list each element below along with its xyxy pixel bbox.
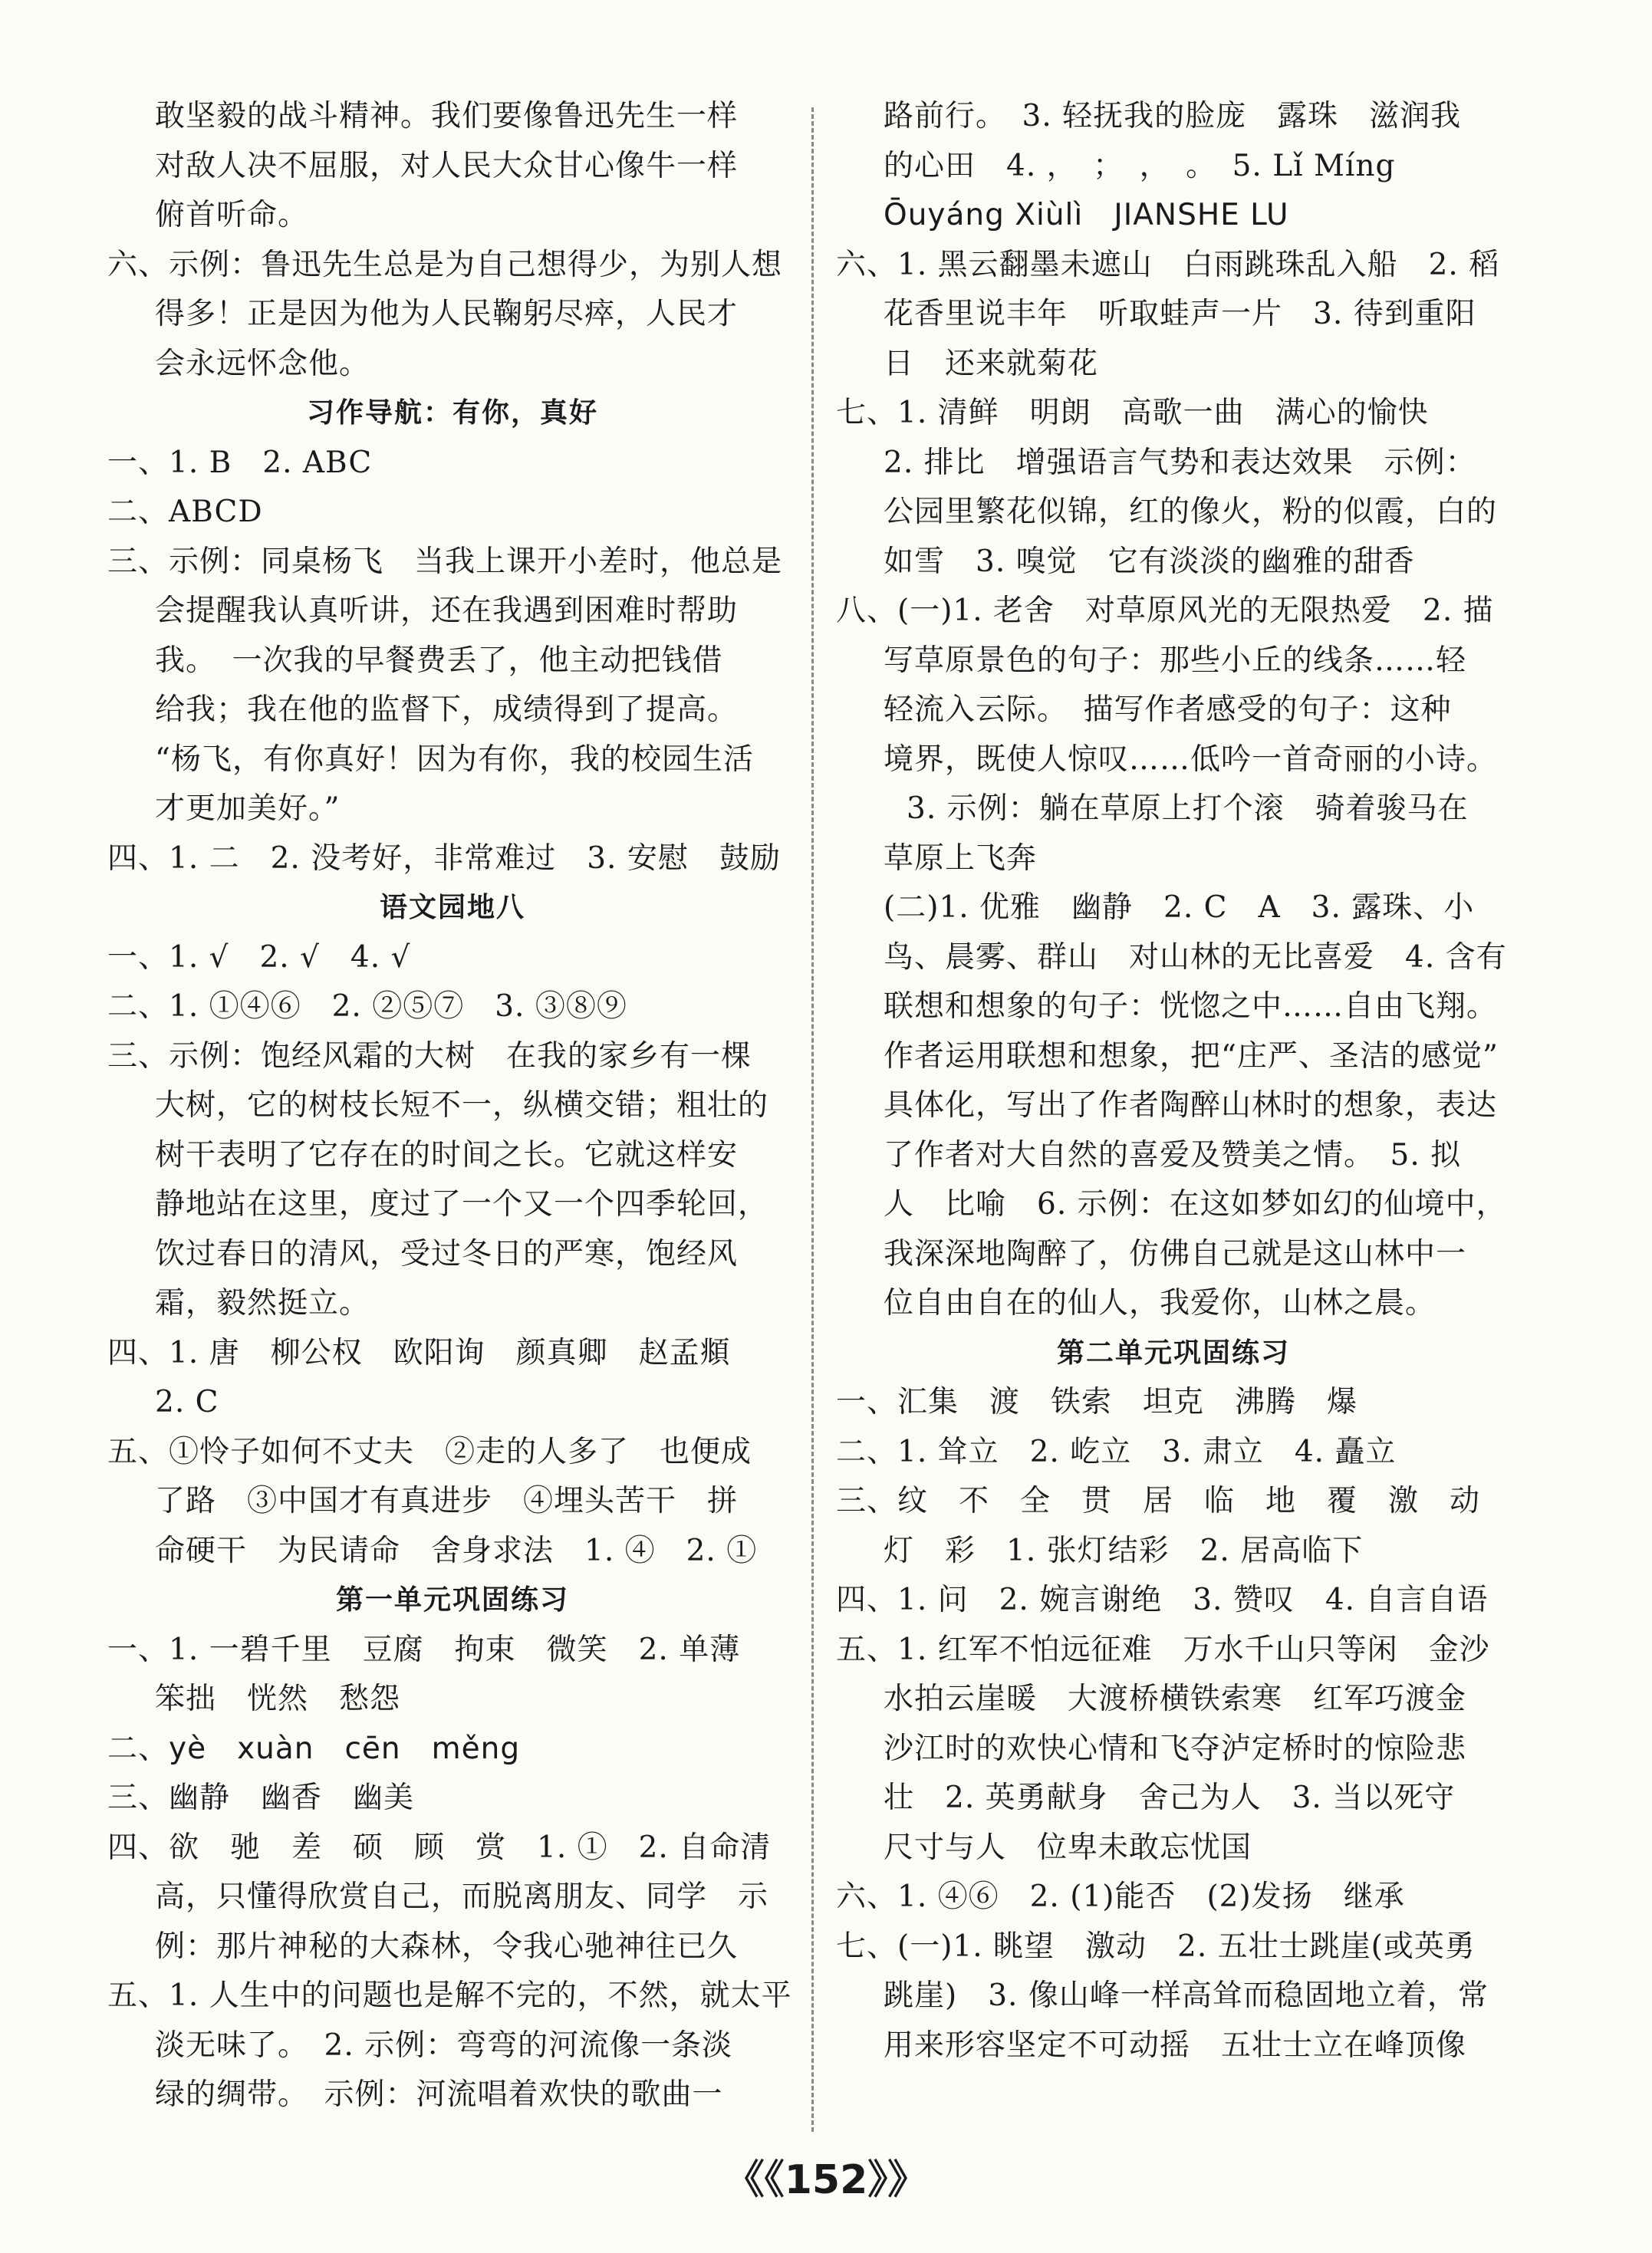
answer-line: (二)1. 优雅 幽静 2. C A 3. 露珠、小 bbox=[884, 890, 1475, 925]
answer-line: 七、1. 清鲜 明朗 高歌一曲 满心的愉快 bbox=[836, 396, 1429, 430]
answer-line: 五、1. 红军不怕远征难 万水千山只等闲 金沙 bbox=[836, 1632, 1490, 1667]
answer-line: 联想和想象的句子：恍惚之中……自由飞翔。 bbox=[884, 989, 1498, 1024]
answer-line: 用来形容坚定不可动摇 五壮士立在峰顶像 bbox=[884, 2028, 1467, 2063]
answer-line: 六、1. 黑云翻墨未遮山 白雨跳珠乱入船 2. 稻 bbox=[836, 247, 1500, 282]
answer-line: 我深深地陶醉了，仿佛自己就是这山林中一 bbox=[884, 1236, 1467, 1271]
answer-line: 敢坚毅的战斗精神。我们要像鲁迅先生一样 bbox=[155, 99, 739, 133]
answer-line: 路前行。 3. 轻抚我的脸庞 露珠 滋润我 bbox=[884, 99, 1462, 133]
answer-line: 三、示例：饱经风霜的大树 在我的家乡有一棵 bbox=[107, 1038, 752, 1074]
answer-line: 2. 排比 增强语言气势和表达效果 示例： bbox=[884, 445, 1476, 480]
answer-line: 一、汇集 渡 铁索 坦克 沸腾 爆 bbox=[836, 1385, 1358, 1419]
answer-line: 一、1. √ 2. √ 4. √ bbox=[107, 939, 411, 975]
answer-line: 五、①怜子如何不丈夫 ②走的人多了 也便成 bbox=[107, 1434, 752, 1469]
answer-line: 尺寸与人 位卑未敢忘忧国 bbox=[884, 1830, 1252, 1865]
answer-line: 四、1. 二 2. 没考好，非常难过 3. 安慰 鼓励 bbox=[107, 840, 781, 876]
left-column bbox=[107, 92, 798, 2120]
answer-line: 人 比喻 6. 示例：在这如梦如幻的仙境中， bbox=[884, 1187, 1507, 1222]
answer-line: 七、(一)1. 眺望 激动 2. 五壮士跳崖(或英勇 bbox=[836, 1929, 1476, 1964]
answer-line: “杨飞，有你真好！因为有你，我的校园生活 bbox=[155, 742, 754, 777]
answer-line: 2. C bbox=[155, 1385, 219, 1419]
answer-line: 一、1. B 2. ABC bbox=[107, 445, 373, 480]
answer-line: 写草原景色的句子：那些小丘的线条……轻 bbox=[884, 643, 1467, 678]
answer-line: 灯 彩 1. 张灯结彩 2. 居高临下 bbox=[884, 1533, 1364, 1568]
answer-line: 二、ABCD bbox=[107, 495, 263, 529]
answer-line: 六、示例：鲁迅先生总是为自己想得少，为别人想 bbox=[107, 247, 783, 282]
answer-line: 三、示例：同桌杨飞 当我上课开小差时，他总是 bbox=[107, 544, 783, 579]
answer-line: 具体化，写出了作者陶醉山林时的想象，表达 bbox=[884, 1088, 1498, 1123]
answer-line: Ōuyáng Xiùlì JIANSHE LU bbox=[884, 198, 1289, 232]
answer-line: 二、1. 耸立 2. 屹立 3. 肃立 4. 矗立 bbox=[836, 1434, 1397, 1469]
answer-line: 四、欲 驰 差 硕 顾 赏 1. ① 2. 自命清 bbox=[107, 1830, 772, 1865]
answer-line: 笨拙 恍然 愁怨 bbox=[155, 1682, 401, 1716]
answer-line: 给我；我在他的监督下，成绩得到了提高。 bbox=[155, 692, 739, 727]
answer-line: 轻流入云际。 描写作者感受的句子：这种 bbox=[884, 692, 1452, 727]
answer-line: 霜，毅然挺立。 bbox=[155, 1286, 370, 1321]
answer-line: 如雪 3. 嗅觉 它有淡淡的幽雅的甜香 bbox=[884, 544, 1415, 579]
answer-line: 的心田 4. ， ； ， 。 5. Lǐ Míng bbox=[884, 148, 1396, 183]
answer-line: 八、(一)1. 老舍 对草原风光的无限热爱 2. 描 bbox=[836, 594, 1494, 628]
answer-line: 一、1. 一碧千里 豆腐 拘束 微笑 2. 单薄 bbox=[107, 1632, 741, 1667]
answer-line: 二、yè xuàn cēn měng bbox=[107, 1731, 521, 1766]
answer-line: 对敌人决不屈服，对人民大众甘心像牛一样 bbox=[155, 148, 739, 183]
answer-line: 鸟、晨雾、群山 对山林的无比喜爱 4. 含有 bbox=[884, 939, 1507, 975]
section-heading: 第一单元巩固练习 bbox=[335, 1584, 569, 1616]
answer-line: 了作者对大自然的喜爱及赞美之情。 5. 拟 bbox=[884, 1137, 1462, 1173]
answer-line: 沙江时的欢快心情和飞夺泸定桥时的惊险悲 bbox=[884, 1731, 1467, 1766]
answer-line: 五、1. 人生中的问题也是解不完的，不然，就太平 bbox=[107, 1978, 792, 2013]
answer-line: 作者运用联想和想象，把“庄严、圣洁的感觉” bbox=[884, 1038, 1499, 1074]
page-number: 《《152》》 bbox=[724, 2157, 928, 2203]
answer-line: 四、1. 唐 柳公权 欧阳询 颜真卿 赵孟頫 bbox=[107, 1335, 731, 1370]
section-heading: 习作导航：有你，真好 bbox=[306, 397, 598, 429]
answer-line: 壮 2. 英勇献身 舍己为人 3. 当以死守 bbox=[884, 1781, 1456, 1815]
answer-line: 俯首听命。 bbox=[155, 198, 309, 232]
answer-line: 才更加美好。” bbox=[155, 791, 341, 826]
answer-line: 例：那片神秘的大森林，令我心驰神往已久 bbox=[155, 1929, 739, 1964]
answer-line: 绿的绸带。 示例：河流唱着欢快的歌曲一 bbox=[155, 2077, 723, 2112]
answer-line: 花香里说丰年 听取蛙声一片 3. 待到重阳 bbox=[884, 297, 1476, 331]
answer-line: 三、纹 不 全 贯 居 临 地 覆 激 动 bbox=[836, 1484, 1481, 1518]
answer-line: 饮过春日的清风，受过冬日的严寒，饱经风 bbox=[155, 1236, 739, 1271]
answer-line: 四、1. 问 2. 婉言谢绝 3. 赞叹 4. 自言自语 bbox=[836, 1583, 1489, 1617]
answer-line: 了路 ③中国才有真进步 ④埋头苦干 拼 bbox=[155, 1484, 739, 1518]
answer-line: 树干表明了它存在的时间之长。它就这样安 bbox=[155, 1137, 739, 1173]
answer-line: 境界，既使人惊叹……低吟一首奇丽的小诗。 bbox=[884, 742, 1498, 777]
answer-line: 静地站在这里，度过了一个又一个四季轮回， bbox=[155, 1187, 769, 1222]
answer-line: 会永远怀念他。 bbox=[155, 346, 370, 381]
answer-line: 位自由自在的仙人，我爱你，山林之晨。 bbox=[884, 1286, 1436, 1321]
answer-line: 跳崖) 3. 像山峰一样高耸而稳固地立着，常 bbox=[884, 1978, 1489, 2013]
section-heading: 语文园地八 bbox=[379, 892, 525, 923]
answer-line: 六、1. ④⑥ 2. (1)能否 (2)发扬 继承 bbox=[836, 1880, 1405, 1914]
answer-line: 我。 一次我的早餐费丢了，他主动把钱借 bbox=[155, 643, 723, 678]
answer-line: 大树，它的树枝长短不一，纵横交错；粗壮的 bbox=[155, 1088, 769, 1123]
column-divider bbox=[811, 107, 814, 2132]
right-column bbox=[836, 92, 1511, 2070]
answer-line: 会提醒我认真听讲，还在我遇到困难时帮助 bbox=[155, 594, 739, 628]
answer-line: 二、1. ①④⑥ 2. ②⑤⑦ 3. ③⑧⑨ bbox=[107, 989, 627, 1024]
answer-line: 三、幽静 幽香 幽美 bbox=[107, 1781, 415, 1815]
answer-line: 高，只懂得欣赏自己，而脱离朋友、同学 示 bbox=[155, 1880, 769, 1914]
answer-line: 3. 示例：躺在草原上打个滚 骑着骏马在 bbox=[907, 791, 1469, 826]
answer-line: 水拍云崖暖 大渡桥横铁索寒 红军巧渡金 bbox=[884, 1682, 1467, 1716]
answer-line: 日 还来就菊花 bbox=[884, 346, 1099, 381]
answer-line: 得多！正是因为他为人民鞠躬尽瘁，人民才 bbox=[155, 297, 739, 331]
answer-line: 淡无味了。 2. 示例：弯弯的河流像一条淡 bbox=[155, 2028, 733, 2063]
answer-line: 草原上飞奔 bbox=[884, 840, 1038, 876]
answer-line: 公园里繁花似锦，红的像火，粉的似霞，白的 bbox=[884, 495, 1498, 529]
answer-line: 命硬干 为民请命 舍身求法 1. ④ 2. ① bbox=[155, 1533, 758, 1568]
section-heading: 第二单元巩固练习 bbox=[1056, 1337, 1290, 1369]
